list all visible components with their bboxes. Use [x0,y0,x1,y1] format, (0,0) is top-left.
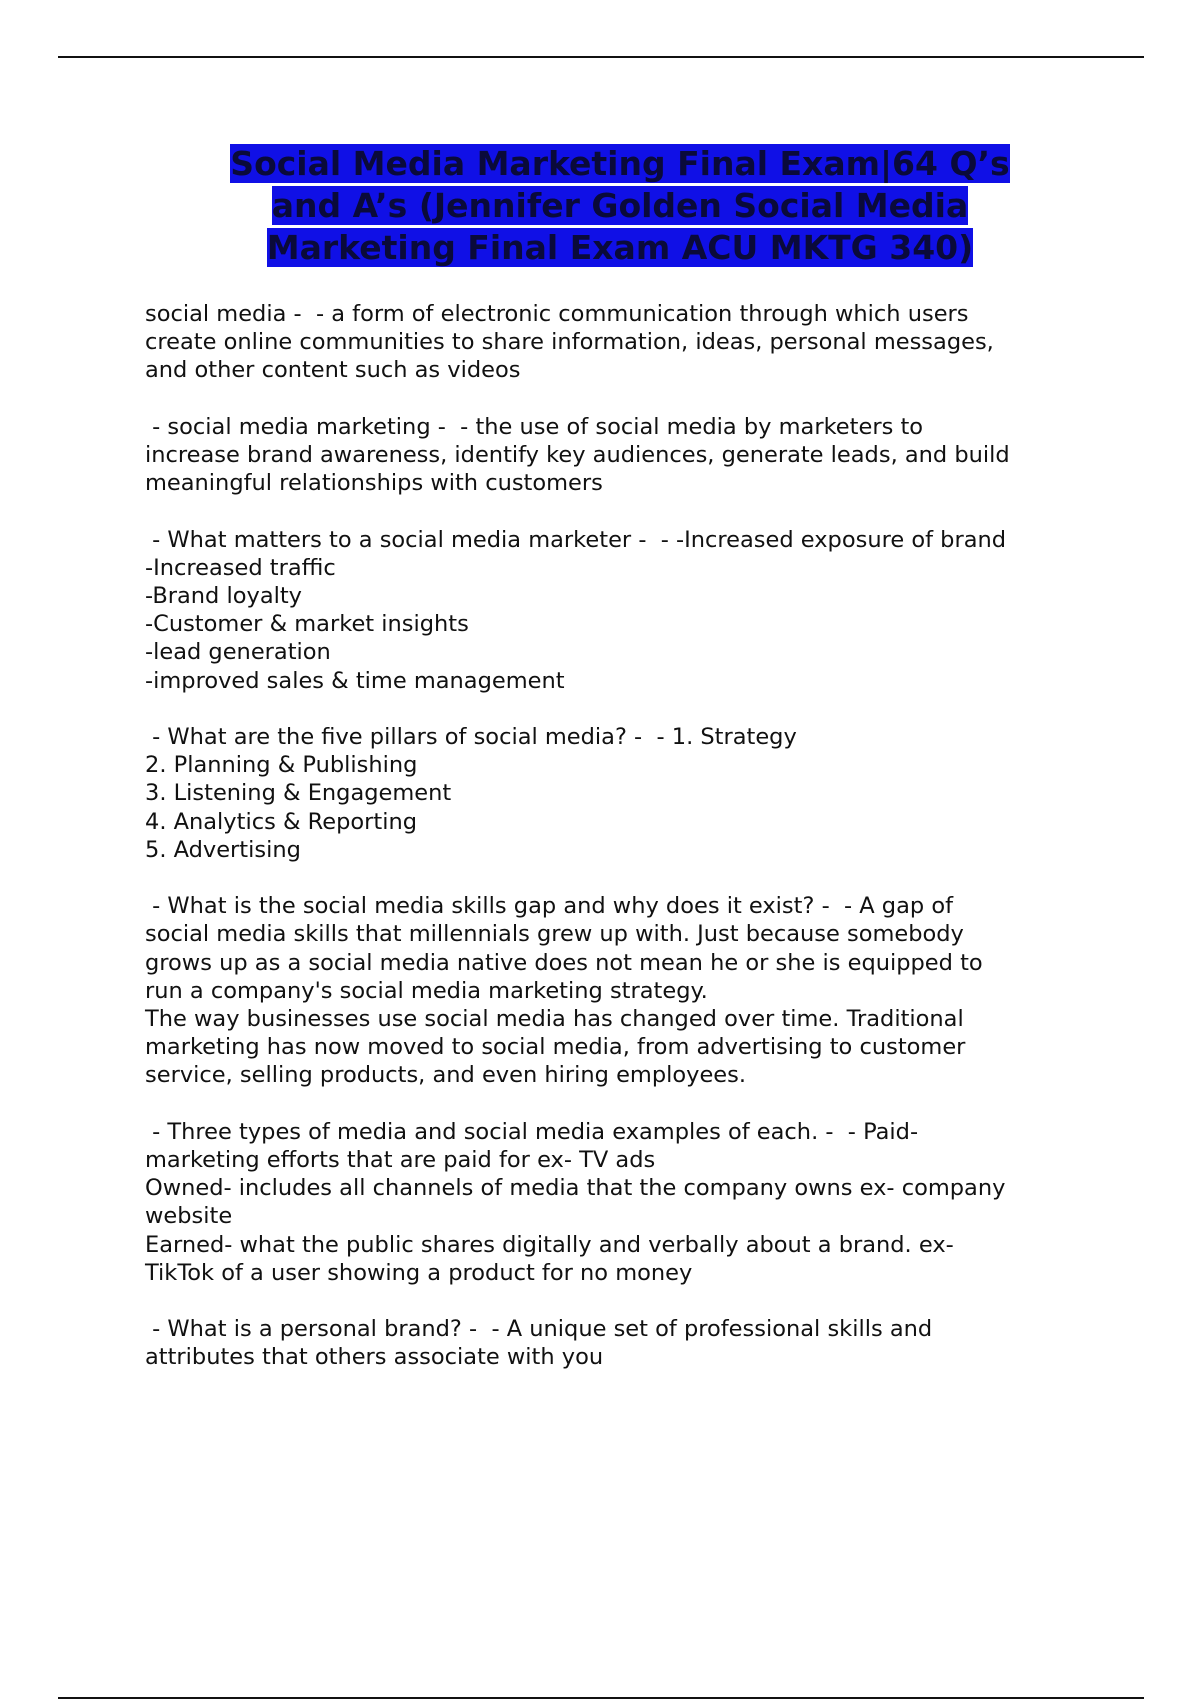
text-line: - Three types of media and social media examples of each. - - Paid- [145,1118,919,1145]
text-line: 2. Planning & Publishing [145,752,418,779]
qa-entry [145,723,1085,864]
text-line: grows up as a social media native does not mean he or she is equipped to [145,949,983,976]
text-line: -lead generation [145,639,331,666]
document-title [230,144,1009,267]
text-line: attributes that others associate with you [145,1344,604,1371]
bottom-rule [58,1697,1144,1699]
text-line: meaningful relationships with customers [145,470,603,497]
title-line: Marketing Final Exam ACU MKTG 340) [266,228,974,267]
text-line: - What are the five pillars of social media? - - 1. Strategy [145,724,797,750]
text-line: increase brand awareness, identify key audiences, generate leads, and build [145,442,1010,468]
text-line: - What is a personal brand? - - A unique set of professional skills and [145,1316,933,1343]
document-title-block [130,143,1110,269]
text-line: service, selling products, and even hiring employees. [145,1062,747,1089]
text-line: Owned- includes all channels of media that the company owns ex- company [145,1175,1006,1202]
qa-entry [145,1118,1085,1287]
text-line: - What is the social media skills gap and why does it exist? - - A gap of [145,893,954,920]
text-line: social media - - a form of electronic communication through which users [145,301,969,327]
text-line: and other content such as videos [145,357,521,384]
qa-entry [145,300,1085,385]
text-line: -Brand loyalty [145,583,302,609]
text-line: 3. Listening & Engagement [145,780,452,807]
title-line: Social Media Marketing Final Exam|64 Q’s [230,144,1010,183]
text-line: 4. Analytics & Reporting [145,808,418,835]
text-line: run a company's social media marketing strategy. [145,977,708,1004]
top-rule [58,56,1144,58]
text-line: Earned- what the public shares digitally and verbally about a brand. ex- [145,1231,954,1258]
text-line: -Customer & market insights [145,611,469,638]
qa-entry [145,413,1085,498]
text-line: create online communities to share information, ideas, personal messages, [145,329,994,356]
text-line: marketing efforts that are paid for ex- TV ads [145,1147,656,1174]
qa-entry [145,892,1085,1089]
text-line: -improved sales & time management [145,667,565,694]
qa-entry [145,1315,1085,1371]
text-line: marketing has now moved to social media, from advertising to customer [145,1034,966,1061]
text-line: -Increased traffic [145,554,336,581]
document-body [145,300,1085,1400]
text-line: The way businesses use social media has changed over time. Traditional [145,1006,964,1033]
text-line: - What matters to a social media marketer - - -Increased exposure of brand [145,526,1007,553]
title-line: and A’s (Jennifer Golden Social Media [271,186,969,225]
qa-entry [145,526,1085,695]
text-line: 5. Advertising [145,836,301,863]
text-line: TikTok of a user showing a product for no money [145,1259,693,1286]
text-line: - social media marketing - - the use of social media by marketers to [145,413,924,440]
text-line: social media skills that millennials grew up with. Just because somebody [145,921,964,948]
text-line: website [145,1203,233,1230]
